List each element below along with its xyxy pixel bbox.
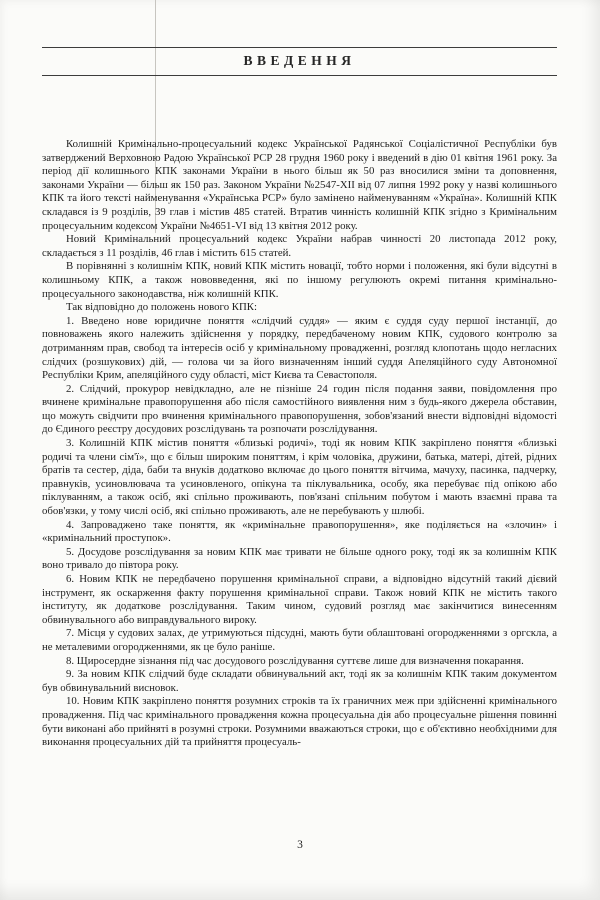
paragraph: Так відповідно до положень нового КПК:: [66, 301, 258, 314]
numbered-item: 2. Слідчий, прокурор невідкладно, але не пізніше 24 годин після подання заяви, повідомлення про вчинене кримінальне правопорушення або після самостійного виявлення ним з будь-якого джерела обставин, що можуть свідчити про вчинення кримінального правопорушення, зобов'язаний внести відповідні відомості до Єдиного реєстру досудових розслідувань та розпочати розслідування.: [42, 382, 557, 436]
chapter-title: ВВЕДЕННЯ: [243, 53, 356, 68]
paragraph: Новий Кримінальний процесуальний кодекс України набрав чинності 20 листопада 2012 року, складається з 11 розділів, 46 глав і містить 615 статей.: [42, 233, 557, 259]
page-content: [42, 47, 557, 750]
numbered-item: 5. Досудове розслідування за новим КПК має тривати не більше одного року, тоді як за колишнім КПК воно тривало до півтора року.: [42, 545, 557, 572]
numbered-item: 10. Новим КПК закріплено поняття розумних строків та їх граничних меж при здійсненні кримінального провадження. Під час кримінального провадження кожна процесуальна дія або процесуальне рішення повинні бути виконані або прийняті в розумні строки. Розумними вважаються строки, що є об'єктивно необхідними для виконання процесуальних дій та прийняття процесуаль-: [42, 695, 557, 749]
paragraph: Колишній Кримінально-процесуальний кодекс Української Радянської Соціалістичної Республіки був затверджений Верховною Радою Української РСР 28 грудня 1960 року і введений в дію 01 квітня 1961 року. За період дії колишнього КПК законами України в нього більш як 50 раз вносилися зміни та доповнення, законами України — більш як 150 раз. Законом України №2547-XII від 07 липня 1992 року у назві колишнього КПК та його тексті найменування «Українська РСР» було замінено найменуванням «Україна». Колишній КПК складався із 9 розділів, 39 глав і містив 485 статей. Втратив чинність колишній КПК згідно з Кримінальним процесуальним кодексом України №4651-VI від 13 квітня 2012 року.: [42, 138, 557, 232]
numbered-item: 6. Новим КПК не передбачено порушення кримінальної справи, а відповідно відсутній такий дієвий інструмент, як оскарження факту порушення кримінальної справи. Також новий КПК не містить такого інституту, як додаткове розслідування. Таким чином, судовий розгляд має закінчитися винесенням обвинувального або виправдувального вироку.: [42, 573, 557, 626]
numbered-item: 3. Колишній КПК містив поняття «близькі родичі», тоді як новим КПК закріплено поняття «близькі родичі та члени сім'ї», що є більш широким поняттям, і крім чоловіка, дружини, батька, матері, дітей, рідних братів та сестер, діда, баби та внуків додатково включає до цього поняття вітчима, мачуху, пасинка, падчерку, правнуків, усиновлювача та усиновленого, опікуна та піклувальника, особу, яка перебуває під опікою або піклуванням, а також осіб, які спільно проживають, пов'язані спільним побутом і мають взаємні права та обов'язки, у тому числі осіб, які спільно проживають, але не перебувають у шлюбі.: [42, 437, 557, 518]
numbered-item: 7. Місця у судових залах, де утримуються підсудні, мають бути облаштовані огородженнями з оргскла, а не металевими огородженнями, як це було раніше.: [42, 627, 557, 653]
body-text: [42, 138, 557, 750]
paragraph: В порівнянні з колишнім КПК, новий КПК містить новації, тобто норми і положення, які були відсутні в колишньому КПК, а також нововведення, які по іншому регулюють окремі питання кримінально-процесуального законодавства, ніж колишній КПК.: [42, 260, 557, 300]
chapter-title-block: [42, 47, 557, 76]
numbered-item: 1. Введено нове юридичне поняття «слідчий суддя» — яким є суддя суду першої інстанції, до повноважень якого належить здійснення у порядку, передбаченому новим КПК, судового контролю за дотриманням прав, свобод та інтересів осіб у кримінальному провадженні, розгляд клопотань щодо негласних слідчих (розшукових) дій, — голова чи за його визначенням інший суддя Апеляційного суду Автономної Республіки Крим, апеляційного суду області, міст Києва та Севастополя.: [42, 314, 557, 382]
numbered-item: 8. Щиросердне зізнання під час досудового розслідування суттєве лише для визначення покарання.: [66, 654, 524, 667]
numbered-item: 4. Запроваджено таке поняття, як «кримінальне правопорушення», яке поділяється на «злочин» і «кримінальний проступок».: [42, 518, 557, 545]
page-number: 3: [297, 839, 303, 851]
numbered-item: 9. За новим КПК слідчий буде складати обвинувальний акт, тоді як за колишнім КПК таким документом був обвинувальний висновок.: [42, 668, 557, 694]
